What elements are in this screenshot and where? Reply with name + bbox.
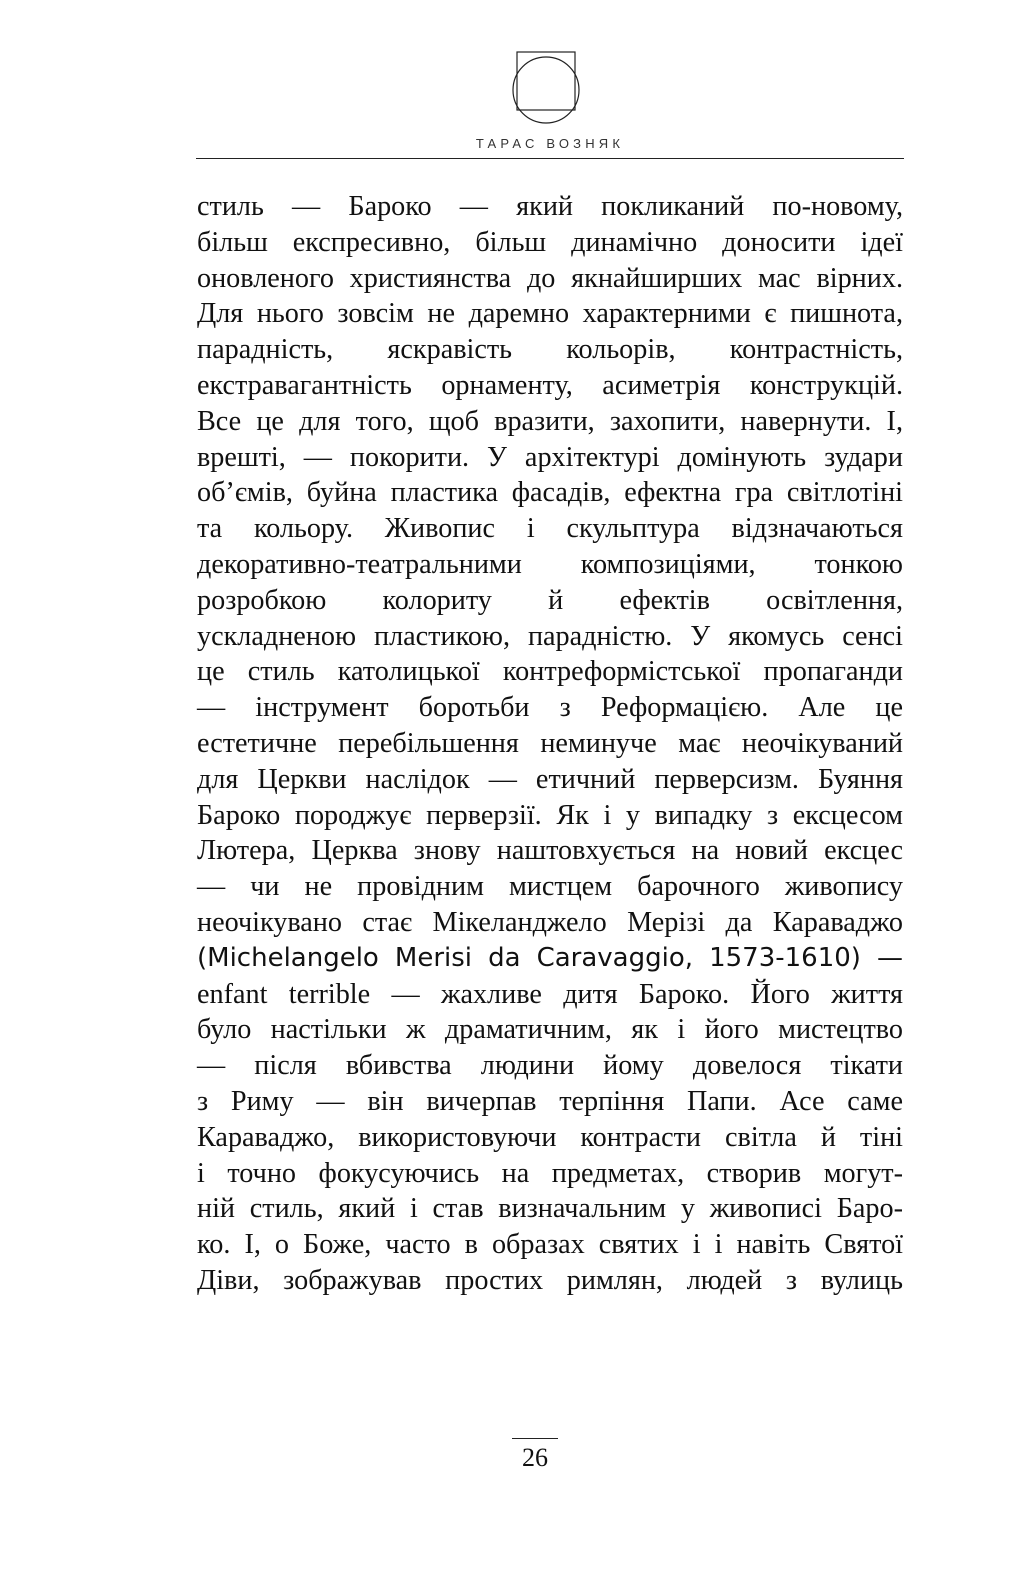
text-line: — чи не провідним мистцем барочного живопису [197,871,903,903]
text-line: з Риму — він вичерпав терпіння Папи. Асе саме [197,1085,903,1117]
running-head: ТАРАС ВОЗНЯК [475,136,625,151]
text-line: декоративно-театральними композиціями, тонкою [197,548,903,580]
text-line: ній стиль, який і став визначальним у живописі Баро- [197,1193,903,1225]
text-line: ускладненою пластикою, парадністю. У якомусь сенсі [197,620,903,652]
text-line: Лютера, Церква знову наштовхується на новий ексцес [197,835,903,867]
text-line: розробкою колориту й ефектів освітлення, [197,584,903,616]
text-line: і точно фокусуючись на предметах, створив могут- [197,1157,903,1189]
body-text [197,189,903,1299]
text-line: стиль — Бароко — який покликаний по-новому, [197,191,903,222]
page-number-rule [512,1438,558,1439]
text-line: об’ємів, буйна пластика фасадів, ефектна гра світлотіні [197,477,903,509]
page-number-block [497,1438,573,1475]
text-line: enfant terrible — жахливе дитя Бароко. Його життя [197,978,903,1010]
text-line: врешті, — покорити. У архітектурі домінують зудари [197,441,903,473]
text-line: естетичне перебільшення неминуче має неочікуваний [197,727,903,759]
text-line: Все це для того, щоб вразити, захопити, навернути. І, [197,405,903,437]
text-line: — інструмент боротьби з Реформацією. Але це [197,692,903,724]
circle-square-emblem-icon [508,44,584,132]
text-line: (Michelangelo Merisi da Caravaggio, 1573-1610) — [197,942,903,973]
page-number: 26 [522,1443,548,1472]
text-line: оновленого християнства до якнайширших мас вірних. [197,262,903,294]
text-line: Для нього зовсім не даремно характерними є пишнота, [197,298,903,330]
text-line: Діви, зображував простих римлян, людей з вулиць [197,1264,903,1296]
text-line: це стиль католицької контреформістської пропаганди [197,656,903,688]
text-line: Бароко породжує перверзії. Як і у випадку з ексцесом [197,799,903,831]
text-line: Караваджо, використовуючи контрасти світла й тіні [197,1121,903,1153]
text-line: для Церкви наслідок — етичний перверсизм. Буяння [197,763,903,795]
text-line: — після вбивства людини йому довелося тікати [197,1050,903,1082]
text-line: екстравагантність орнаменту, асиметрія конструкцій. [197,369,903,401]
text-line: більш експресивно, більш динамічно доносити ідеї [197,226,903,258]
text-line: ко. І, о Боже, часто в образах святих і і навіть Святої [197,1229,903,1261]
text-line: неочікувано стає Мікеланджело Мерізі да Караваджо [197,906,903,938]
text-line: було настільки ж драматичним, як і його мистецтво [197,1014,903,1046]
text-line: парадність, яскравість кольорів, контрастність, [197,334,903,366]
text-line: та кольору. Живопис і скульптура відзначаються [197,513,903,545]
header-rule [196,158,904,159]
